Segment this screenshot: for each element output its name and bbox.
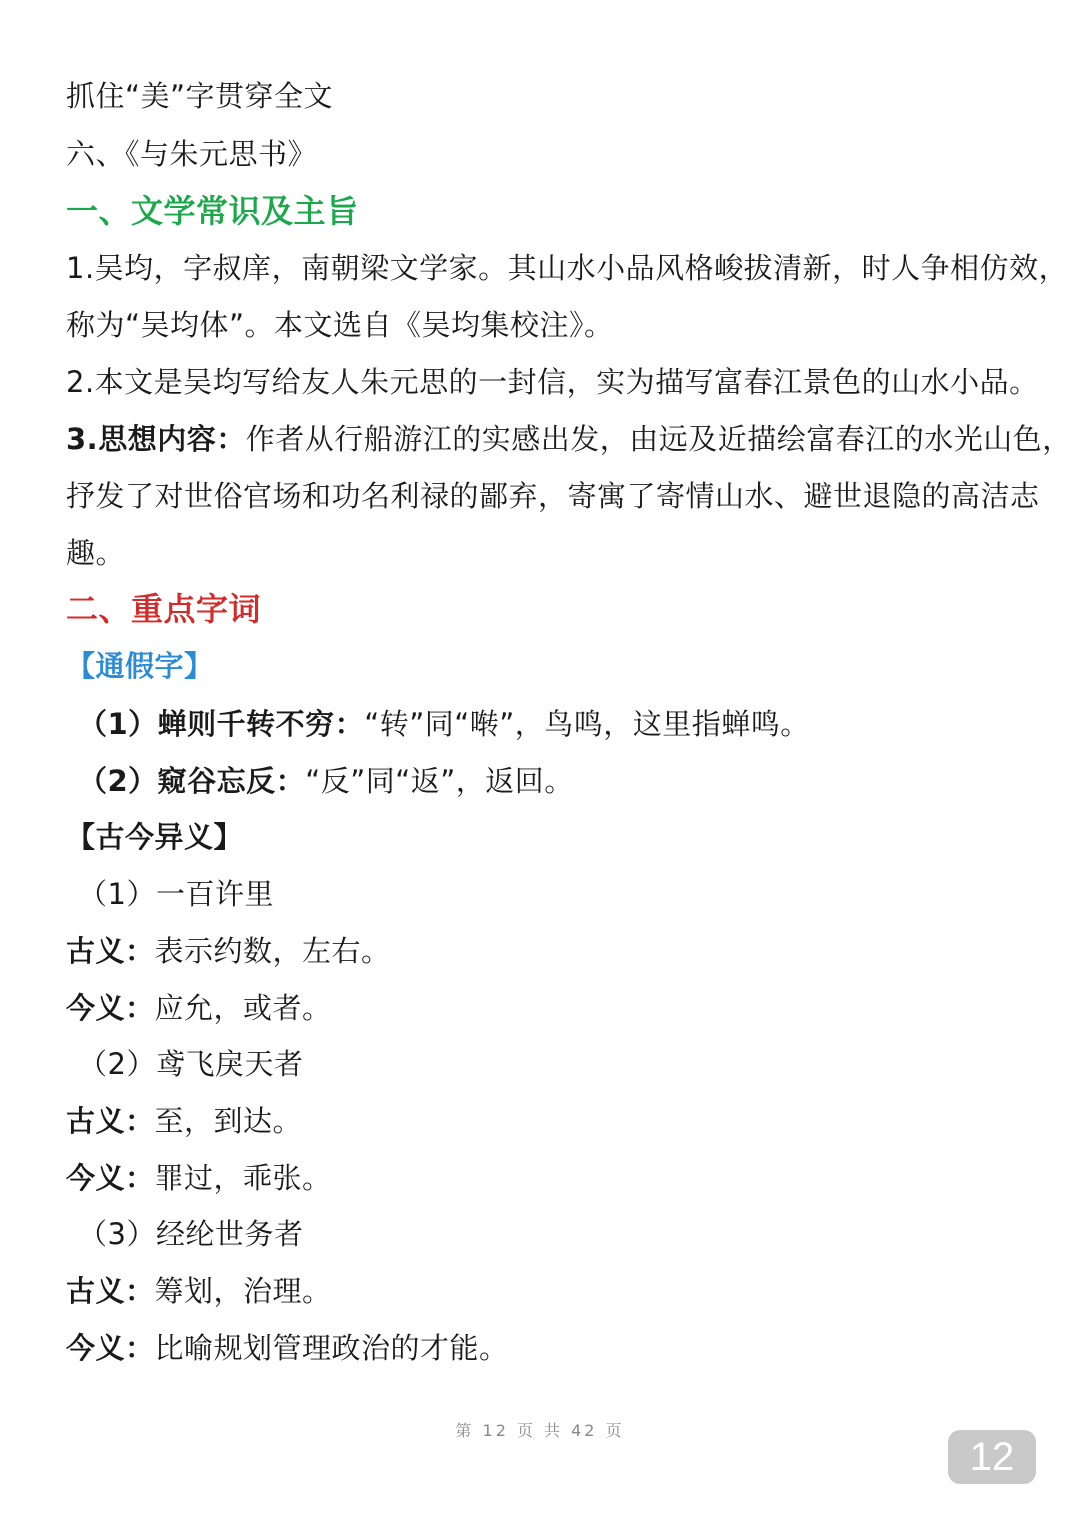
old-meaning-text: 至，到达。: [154, 1104, 303, 1138]
old-meaning-text: 筹划，治理。: [154, 1274, 332, 1308]
subheading-gujin-yiyi: 【古今异义】: [66, 820, 244, 854]
paragraph-1-line-2: 称为“吴均体”。本文选自《吴均集校注》。: [66, 308, 614, 342]
section-title-line: 六、《与朱元思书》: [66, 137, 318, 171]
gujin-item-3-old: [66, 1271, 1040, 1311]
paragraph-2: 2.本文是吴均写给友人朱元思的一封信，实为描写富春江景色的山水小品。: [66, 365, 1039, 399]
paragraph-3-line-3: 趣。: [66, 536, 126, 570]
old-meaning-text: 表示约数，左右。: [154, 934, 391, 968]
paragraph-1-line-1: 1.吴均，字叔庠，南朝梁文学家。其山水小品风格峻拔清新，时人争相仿效，: [66, 251, 1069, 285]
heading-literary-knowledge: 一、文学常识及主旨: [66, 192, 359, 230]
old-meaning-label: 古义：: [66, 1274, 155, 1308]
tongjia-item-2: [78, 761, 1040, 801]
tongjia-item-2-label: （2）窥谷忘反：: [78, 764, 306, 798]
tongjia-item-2-text: “反”同“返”，返回。: [305, 764, 574, 798]
paragraph-3-line-1: [66, 419, 1072, 459]
page-footer: 第 12 页 共 42 页: [455, 1421, 625, 1440]
new-meaning-text: 比喻规划管理政治的才能。: [154, 1331, 509, 1365]
gujin-item-3-title: （3）经纶世务者: [78, 1217, 304, 1251]
new-meaning-label: 今义：: [66, 1161, 155, 1195]
old-meaning-label: 古义：: [66, 1104, 155, 1138]
new-meaning-label: 今义：: [66, 1331, 155, 1365]
subheading-tongjiazi: 【通假字】: [66, 649, 214, 683]
new-meaning-text: 罪过，乖张。: [154, 1161, 332, 1195]
paragraph-3-line-2: 抒发了对世俗官场和功名利禄的鄙弃，寄寓了寄情山水、避世退隐的高洁志: [66, 479, 1040, 513]
gujin-item-1-new: [66, 988, 1040, 1028]
new-meaning-text: 应允，或者。: [154, 991, 332, 1025]
intro-line: 抓住“美”字贯穿全文: [66, 79, 334, 113]
gujin-item-1-title: （1）一百许里: [78, 877, 274, 911]
old-meaning-label: 古义：: [66, 934, 155, 968]
gujin-item-1-old: [66, 931, 1040, 971]
paragraph-3-label: 3.思想内容：: [66, 422, 246, 456]
gujin-item-3-new: [66, 1328, 1040, 1368]
paragraph-3-text: 作者从行船游江的实感出发，由远及近描绘富春江的水光山色，: [245, 422, 1072, 456]
gujin-item-2-title: （2）鸢飞戾天者: [78, 1047, 304, 1081]
tongjia-item-1: [78, 704, 1040, 744]
gujin-item-2-new: [66, 1158, 1040, 1198]
page-number-badge: 12: [948, 1430, 1036, 1484]
tongjia-item-1-label: （1）蝉则千转不穷：: [78, 707, 365, 741]
new-meaning-label: 今义：: [66, 991, 155, 1025]
gujin-item-2-old: [66, 1101, 1040, 1141]
heading-key-words: 二、重点字词: [66, 590, 262, 628]
tongjia-item-1-text: “转”同“啭”，鸟鸣，这里指蝉鸣。: [364, 707, 810, 741]
